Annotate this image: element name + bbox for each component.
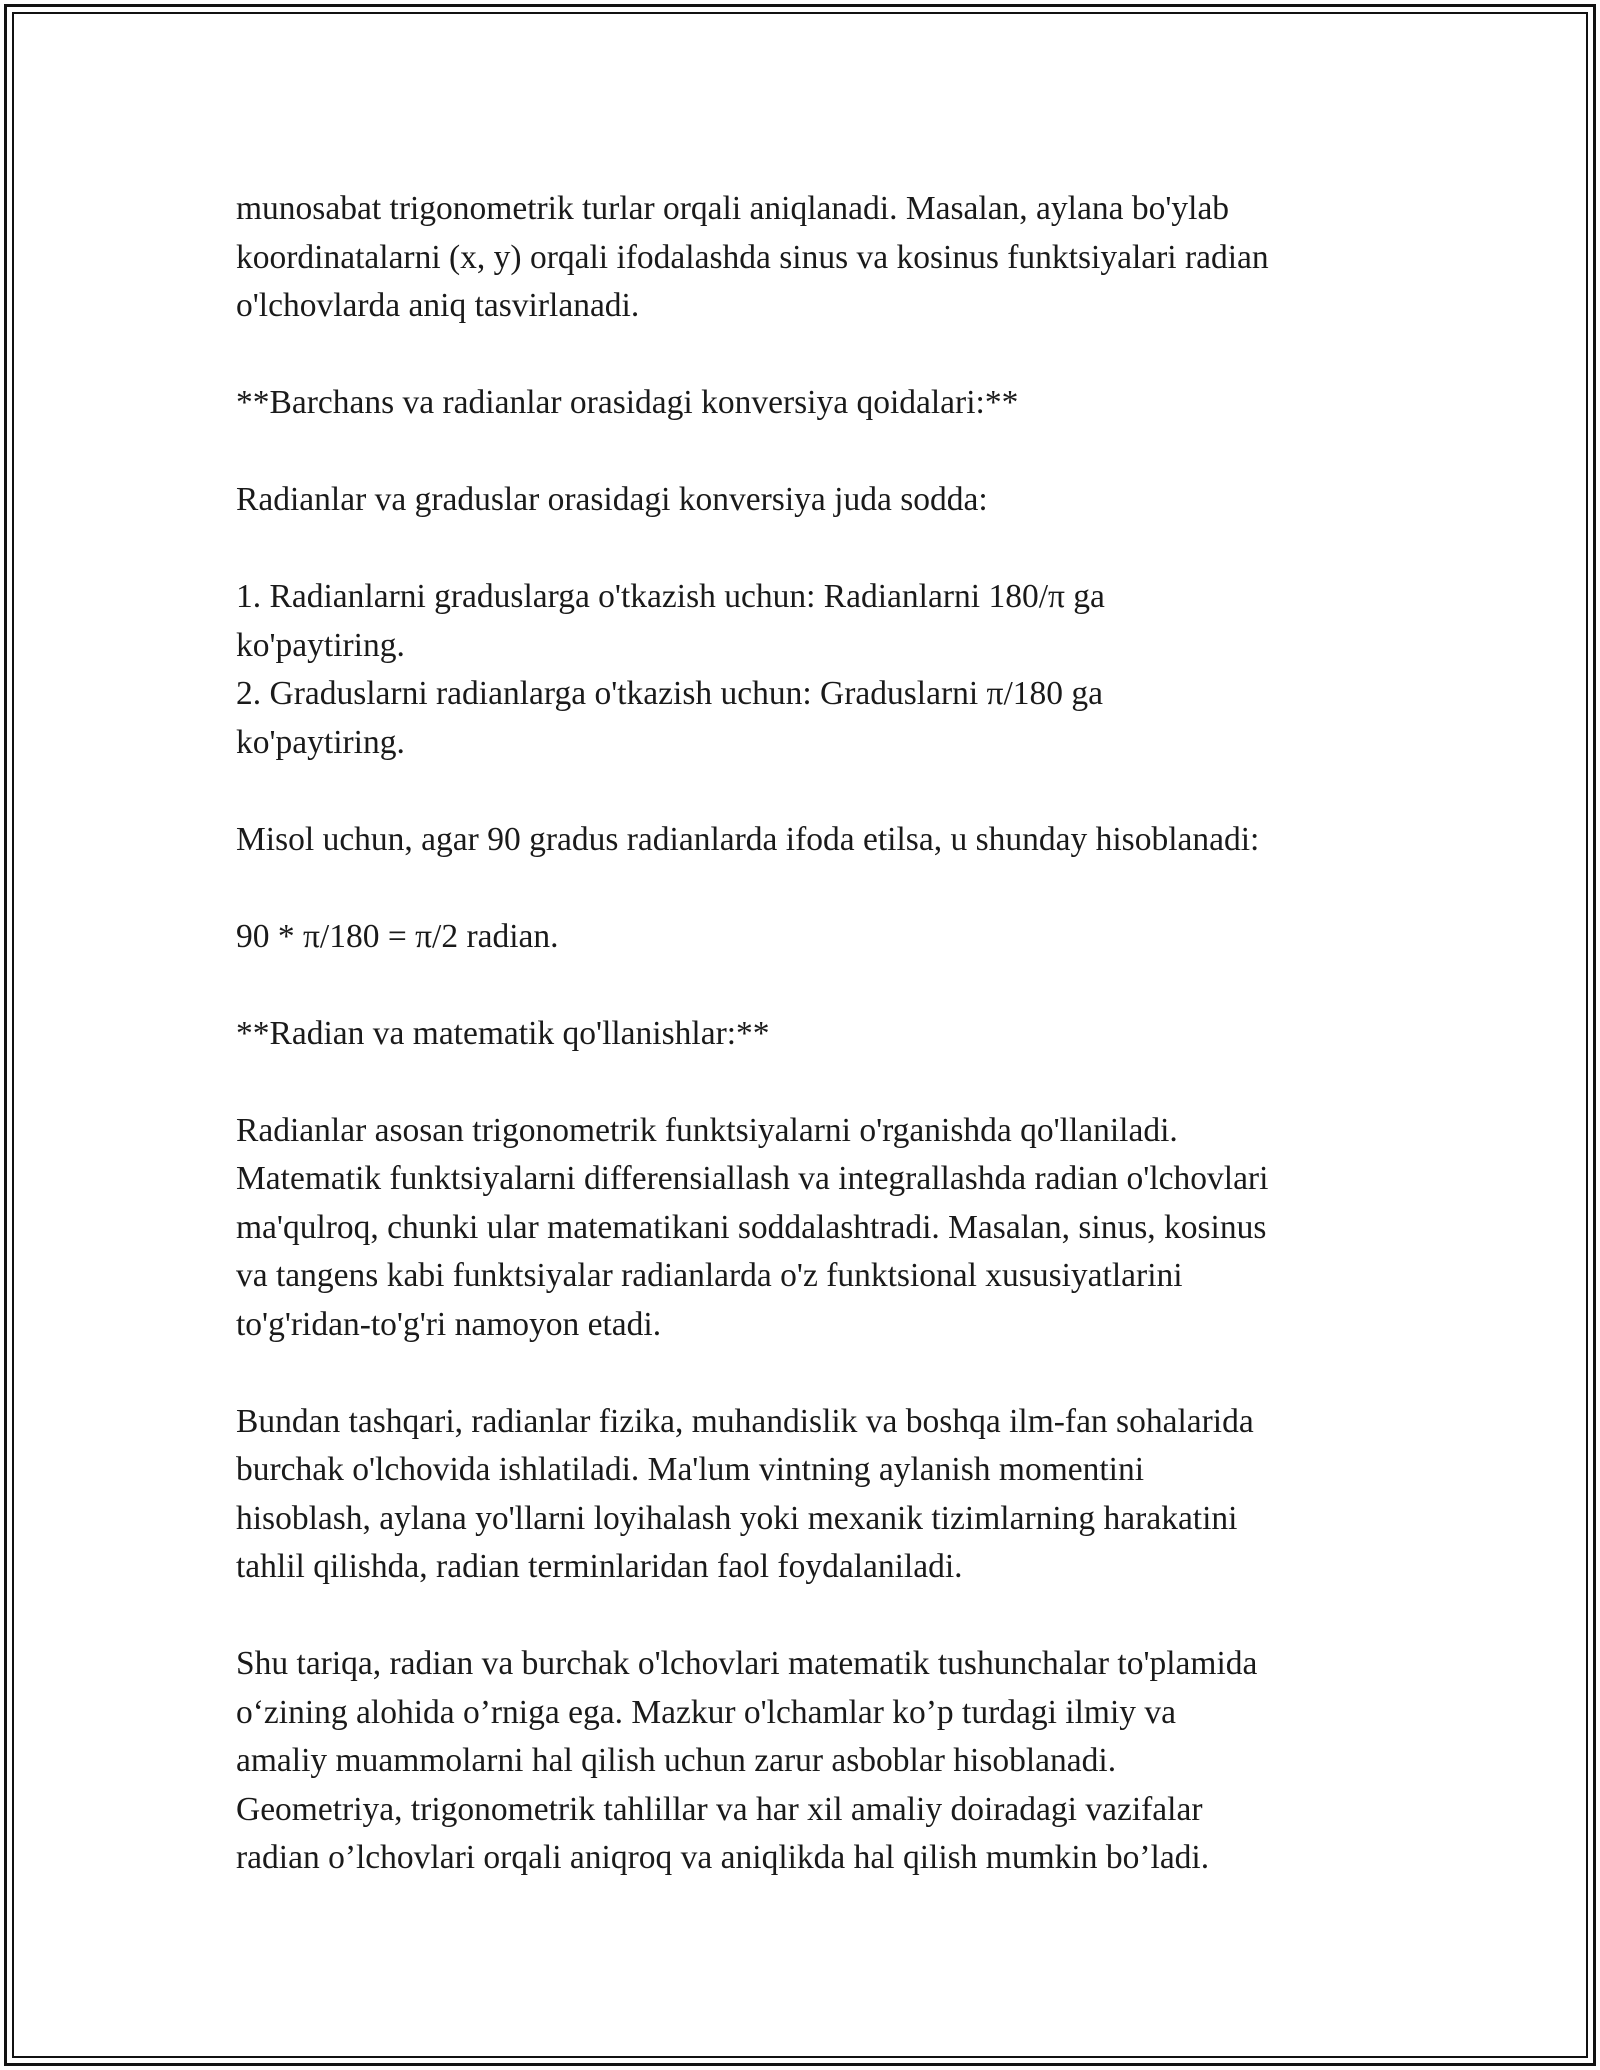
paragraph-example-intro: Misol uchun, agar 90 gradus radianlarda ifoda etilsa, u shunday hisoblanadi: <box>236 820 1260 858</box>
paragraph-physics-engineering: Bundan tashqari, radianlar fizika, muhandislik va boshqa ilm-fan sohalarida burchak o'lchovida ishlatiladi. Ma'lum vintning aylanish momentini hisoblash, aylana yo'llarni loyihalash yoki mexanik tizimlarning harakatini tahlil qilishda, radian terminlaridan faol foydalaniladi. <box>236 1402 1254 1585</box>
paragraph-trig-functions: Radianlar asosan trigonometrik funktsiyalarni o'rganishda qo'llaniladi. Matematik funktsiyalarni differensiallash va integrallashda radian o'lchovlari ma'qulroq, chunki ular matematikani soddalashtradi. Masalan, sinus, kosinus va tangens kabi funktsiyalar radianlarda o'z funktsional xususiyatlarini to'g'ridan-to'g'ri namoyon etadi. <box>236 1111 1269 1343</box>
paragraph-conclusion: Shu tariqa, radian va burchak o'lchovlari matematik tushunchalar to'plamida o‘zining alohida o’rniga ega. Mazkur o'lchamlar ko’p turdagi ilmiy va amaliy muammolarni hal qilish uchun zarur asboblar hisoblanadi. Geometriya, trigonometrik tahlillar va har xil amaliy doiradagi vazifalar radian o’lchovlari orqali aniqroq va aniqlikda hal qilish mumkin bo’ladi. <box>236 1645 1258 1876</box>
paragraph-conversion-intro: Radianlar va graduslar orasidagi konversiya juda sodda: <box>236 481 988 518</box>
heading-math-applications: **Radian va matematik qo'llanishlar:** <box>236 1014 770 1052</box>
document-body <box>236 185 1386 1883</box>
example-formula: 90 * π/180 = π/2 radian. <box>236 917 559 955</box>
heading-conversion-rules: **Barchans va radianlar orasidagi konversiya qoidalari:** <box>236 384 1019 421</box>
conversion-steps-list: 1. Radianlarni graduslarga o'tkazish uchun: Radianlarni 180/π ga ko'paytiring. 2. Graduslarni radianlarga o'tkazish uchun: Graduslarni π/180 ga ko'paytiring. <box>236 578 1105 761</box>
paragraph-radian-coordinates: munosabat trigonometrik turlar orqali aniqlanadi. Masalan, aylana bo'ylab koordinatalarni (x, y) orqali ifodalashda sinus va kosinus funktsiyalari radian o'lchovlarda aniq tasvirlanadi. <box>236 190 1269 324</box>
